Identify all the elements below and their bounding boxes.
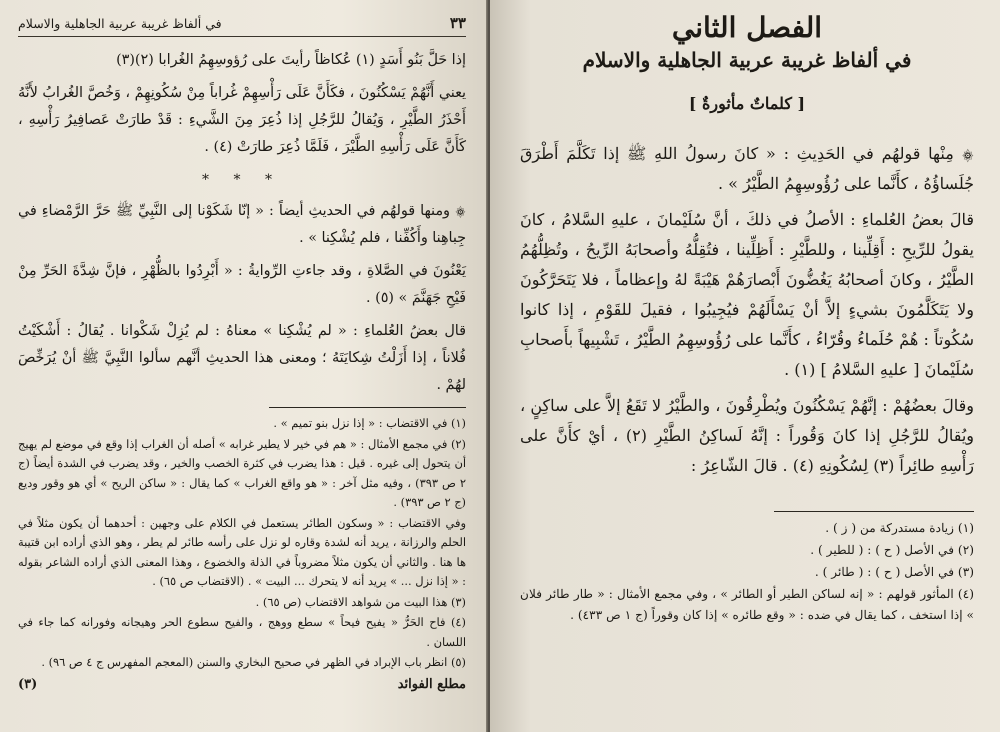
left-footnotes xyxy=(18,414,466,673)
chapter-title: الفصل الثاني xyxy=(671,11,823,44)
left-body-text xyxy=(18,47,466,399)
footnote: وفي الاقتضاب : « وسكون الطائر يستعمل في الكلام على وجهين : أحدهما أن يكون مثلاً في الحلم والرزانة ، يريد أنه لشدة وقاره لو نزل على رأسه طائر لم يطر ، وهو الذي أراده ابن قتيبة ها هنا . والثاني أن يكون مثلاً مضروباً في الذلة والخضوع ، وهذا المعنى الذي أراده الشاعر بقوله : « إذا نزل ... » يريد أنه لا يتحرك ... البيت » . (الاقتضاب ص ٦٥) . xyxy=(18,515,466,588)
paragraph: ۞ ومنها قولهُم في الحديثِ أيضاً : « إنّا شَكَوْنا إلى النَّبِيِّ ﷺ حَرَّ الرَّمْضاءِ في جِباهِنا وأَكُفِّنا ، فلم يُشْكِنا » . xyxy=(18,203,466,246)
paragraph: قال بعضُ العُلماءِ : « لم يُشْكِنا » معناهُ : لم يُزِلْ شَكْوانا . يُقالُ : أَشْكَيْتُ فُلاناً ، إذا أَزَلْتُ شِكايَتَهُ ؛ ومعنى هذا الحديثِ أنَّهم سألوا النَّبِيَّ ﷺ أنْ يُرَخِّصَ لهُمْ . xyxy=(18,323,466,393)
right-body-text xyxy=(520,139,974,481)
footnote: (٤) المأثور قولهم : « إنه لساكن الطير أو الطائر » ، وفي مجمع الأمثال : « طار طائر فلان » إذا استخف ، كما يقال في ضده : « وقع طائره » إذا كان وقوراً (ج ١ ص ٤٣٣) . xyxy=(520,587,974,622)
signature-mark: (٣) xyxy=(18,676,38,692)
footnote: (٥) انظر باب الإبراد في الظهر في صحيح البخاري والسنن (المعجم المفهرس ج ٤ ص ٩٦) . xyxy=(41,655,466,669)
section-title: [ كلماتٌ مأثورةٌ ] xyxy=(688,94,806,113)
right-page xyxy=(490,0,1000,732)
footnote: (٣) في الأصل ( ح ) : ( طائر ) . xyxy=(814,565,974,579)
publisher-imprint: مطلع الفوائد xyxy=(397,676,466,692)
footnote-rule xyxy=(269,407,466,408)
section-divider-stars: * * * xyxy=(202,172,282,188)
footnote: (١) في الاقتضاب : « إذا نزل بنو تميم » . xyxy=(273,416,466,430)
footnote: (٢) في مجمع الأمثال : « هم في خير لا يطير غرابه » أصله أن الغراب إذا وقع في موضع لم يهيج أن يتحول إلى غيره . قيل : هذا يضرب في كثرة الخصب والخير ، وقد يضرب في الشدة أيضاً (ج ٢ ص ٣٩٣) ، وفيه مثل آخر : « هو واقع الغراب » كما يقال : « ساكن الريح » أي هو وقور وديع (ج ٢ ص ٣٩٣) . xyxy=(18,436,466,509)
paragraph: يعني أَنَّهُمْ يَسْكُنُونَ ، فكَأَنَّ عَلَى رَأْسِهِمْ غُراباً مِنْ سُكُونِهِمْ ، وَخُصَّ الغُرابُ لأَنَّهُ أَحْذَرُ الطَّيْرِ ، وَيُقالُ للرَّجُلِ إذا ذُعِرَ مِنَ الشَّيءِ : قَدْ طارَتْ عَصافِيرُ رَأْسِهِ ، كَأَنَّ عَلَى رَأْسِهِ الطَّيْرَ ، فَلَمَّا ذُعِرَ طارَتْ (٤) . xyxy=(18,85,466,155)
page-number: ٣٣ xyxy=(449,14,466,32)
footnote: (٣) هذا البيت من شواهد الاقتضاب (ص ٦٥) . xyxy=(255,594,466,609)
paragraph: وقالَ بعضُهُمْ : إنَّهُمْ يَسْكُنُونَ ويُطْرِقُونَ ، والطَّيْرُ لا تَقَعُ إلاَّ على ساكِنٍ ، ويُقالُ للرَّجُلِ إذا كانَ وَقُوراً : إنَّهُ لَساكِنُ الطَّيْرِ (٢) ، أيْ كأَنَّ على رَأْسِهِ طائِراً (٣) لِسُكُونِهِ (٤) . قالَ الشّاعِرُ : xyxy=(520,396,975,475)
left-running-header xyxy=(18,14,466,37)
chapter-subtitle: في ألفاظ غريبة عربية الجاهلية والاسلام xyxy=(582,48,912,72)
footnote: (١) زيادة مستدركة من ( ز ) . xyxy=(825,521,974,535)
footnote: (٤) فاح الحَرُّ « يفيح فيحاً » سطع ووهج ، والفيح سطوع الحر وهيجانه وفورانه كما جاء في اللسان . xyxy=(18,615,466,649)
left-page xyxy=(0,0,488,732)
verse-line: إذا حَلَّ بَنُو أَسَدٍ (١) عُكاظاً رأيتَ على رُؤوسِهِمُ الغُرابا (٢)(٣) xyxy=(116,52,466,68)
footnote-rule xyxy=(774,511,974,512)
running-title: في ألفاظ غريبة عربية الجاهلية والاسلام xyxy=(18,15,222,31)
paragraph: ۞ مِنْها قولهُم في الحَدِيثِ : « كانَ رسولُ اللهِ ﷺ إذا تَكَلَّمَ أَطْرَقَ جُلَساؤُهُ ، كأَنَّما على رُؤُوسِهِمُ الطَّيْرُ » . xyxy=(520,144,975,193)
paragraph: قالَ بعضُ العُلماءِ : الأصلُ في ذلكَ ، أنَّ سُلَيْمانَ ، عليهِ السَّلامُ ، كانَ يقولُ للرِّيحِ : أَقِلِّينا ، وللطَّيْرِ : أَظِلِّينا ، فتُقِلُّهُ وأصحابَهُ الرِّيحُ ، وتُظِلُّهُمُ الطَّيْرُ ، وكانَ أصحابُهُ يَغُضُّونَ أَبْصارَهُمْ هَيْبَةً لهُ وإعظاماً ، فلا يَتَحَرَّكُونَ ولا يَتَكَلَّمُونَ بشيءٍ إلاَّ أنْ يَسْأَلَهُمْ فيُجِيبُوا ، فقيلَ للقَوْمِ ، إذا كانوا سُكُوتاً : هُمْ حُلَماءُ وقُرّاءُ ، كأَنَّما على رُؤُوسِهِمُ الطَّيْرُ ، تَشْبِيهاً بأَصحابِ سُلَيْمانَ [ عليهِ السَّلامُ ] (١) . xyxy=(520,210,974,379)
left-page-footer xyxy=(18,677,466,692)
paragraph: يَعْنُونَ في الصَّلاةِ ، وقد جاءتِ الرِّوايةُ : « أَبْرِدُوا بالظُّهْرِ ، فإنَّ شِدَّةَ الحَرِّ مِنْ فَيْحِ جَهَنَّمَ » (٥) . xyxy=(18,263,466,306)
section-heading xyxy=(520,94,974,113)
footnote: (٢) في الأصل ( ح ) : ( للطير ) . xyxy=(810,543,974,557)
right-footnotes xyxy=(520,518,974,626)
